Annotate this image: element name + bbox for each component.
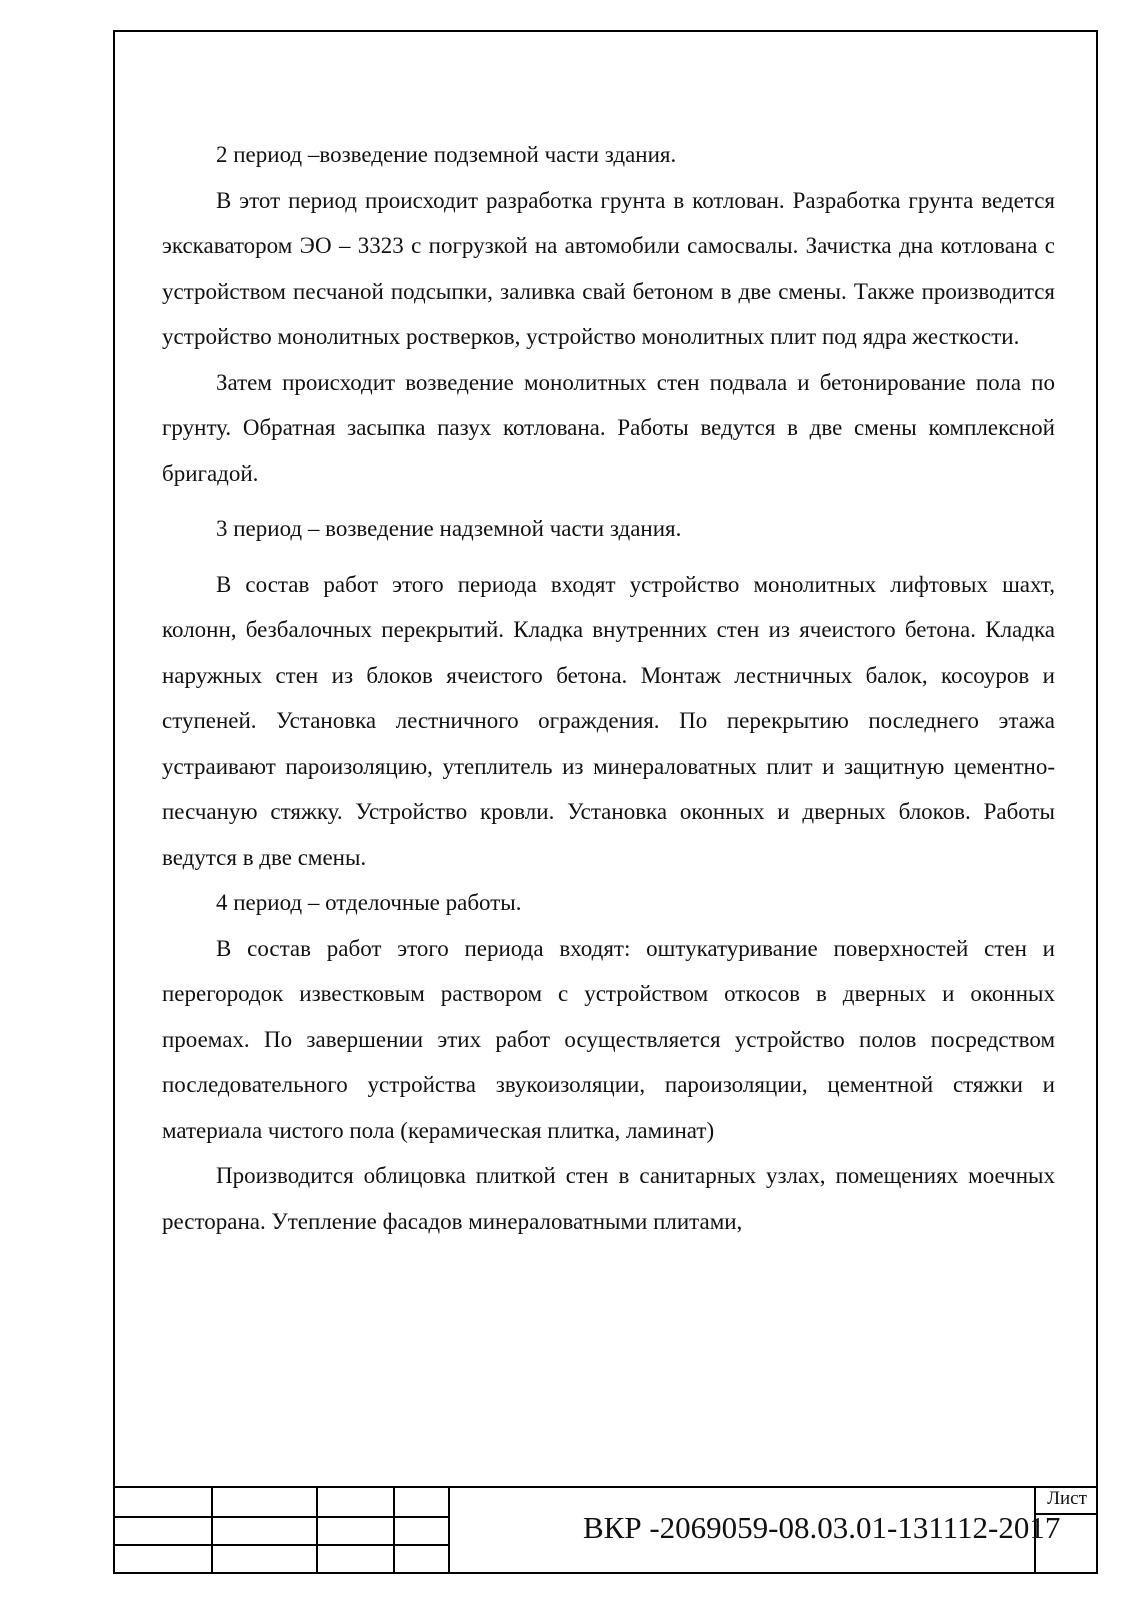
paragraph: В этот период происходит разработка грунта в котлован. Разработка грунта ведется экскаватором ЭО – 3323 с погрузкой на автомобили самосвалы. Зачистка дна котлована с устройством песчаной подсыпки, заливка свай бетоном в две смены. Также производится устройство монолитных ростверков, устройство монолитных плит под ядра жесткости. [162, 187, 1055, 349]
paragraph: 3 период – возведение надземной части здания. [216, 516, 682, 541]
stamp-divider [393, 1488, 395, 1574]
paragraph: Затем происходит возведение монолитных стен подвала и бетонирование пола по грунту. Обратная засыпка пазух котлована. Работы ведутся в две смены комплексной бригадой. [162, 369, 1055, 486]
document-code: ВКР -2069059-08.03.01-131112-2017 [583, 1510, 1061, 1545]
body-text [162, 132, 1055, 1244]
paragraph: В состав работ этого периода входят устройство монолитных лифтовых шахт, колонн, безбалочных перекрытий. Кладка внутренних стен из ячеистого бетона. Кладка наружных стен из блоков ячеистого бетона. Монтаж лестничных балок, косоуров и ступеней. Установка лестничного ограждения. По перекрытию последнего этажа устраивают пароизоляцию, утеплитель из минераловатных плит и защитную цементно-песчаную стяжку. Устройство кровли. Установка оконных и дверных блоков. Работы ведутся в две смены. [162, 571, 1055, 870]
stamp-divider [316, 1488, 318, 1574]
stamp-divider [113, 1516, 450, 1518]
stamp-divider [211, 1488, 213, 1574]
paragraph: Производится облицовка плиткой стен в санитарных узлах, помещениях моечных ресторана. Утепление фасадов минераловатными плитами, [162, 1163, 1055, 1234]
paragraph: В состав работ этого периода входят: оштукатуривание поверхностей стен и перегородок известковым раствором с устройством откосов в дверных и оконных проемах. По завершении этих работ осуществляется устройство полов посредством последовательного устройства звукоизоляции, пароизоляции, цементной стяжки и материала чистого пола (керамическая плитка, ламинат) [162, 935, 1055, 1143]
sheet-label: Лист [1047, 1488, 1087, 1509]
title-block [113, 1486, 1098, 1574]
stamp-divider [448, 1488, 450, 1574]
paragraph: 4 период – отделочные работы. [216, 890, 522, 915]
stamp-divider [113, 1544, 450, 1546]
paragraph: 2 период –возведение подземной части здания. [216, 142, 677, 167]
